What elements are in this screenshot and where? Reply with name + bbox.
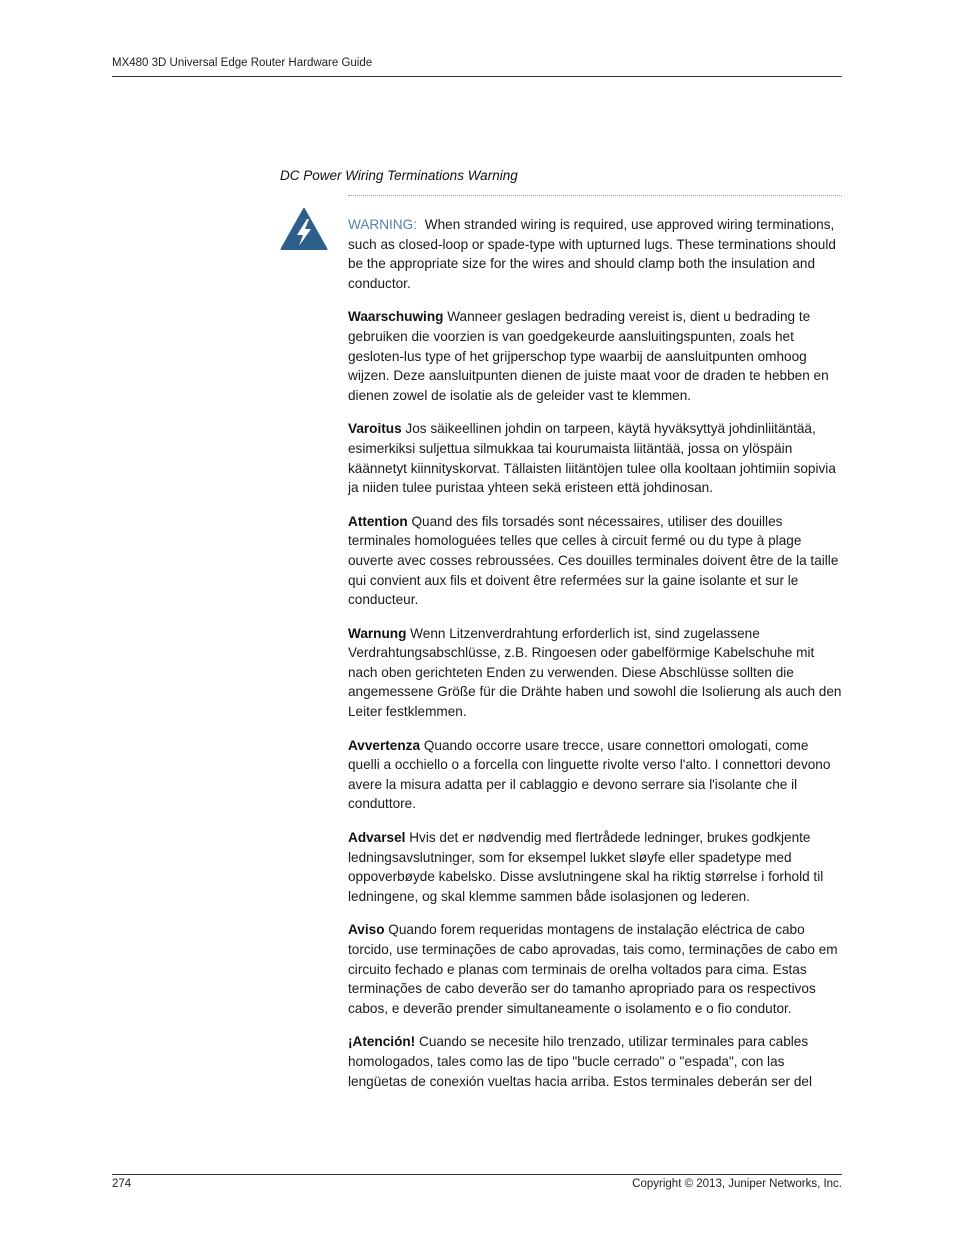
translation-italian [348, 736, 842, 814]
translation-label: Attention [348, 513, 408, 529]
translation-german [348, 624, 842, 722]
footer-divider [112, 1174, 842, 1175]
translation-portuguese [348, 920, 842, 1018]
translation-text: Quando occorre usare trecce, usare connettori omologati, come quelli a occhiello o a forcella con linguette rivolte verso l'alto. I connettori devono avere la misura adatta per il cablaggio e devono serrare sia l'isolante che il conduttore. [348, 737, 831, 812]
translation-label: Avvertenza [348, 737, 421, 753]
translation-text: Quando forem requeridas montagens de instalação eléctrica de cabo torcido, use terminações de cabo aprovadas, tais como, terminações de cabo em circuito fechado e planas com terminais de orelha voltados para cima. Estas terminações de cabo deverão ser do tamanho apropriado para os respectivos cabos, e deverão prender simultaneamente o isolamento e o fio condutor. [348, 922, 838, 1016]
translation-text: Cuando se necesite hilo trenzado, utilizar terminales para cables homologados, tales como las de tipo "bucle cerrado" o "espada", con las lengüetas de conexión vueltas hacia arriba. Estos terminales deberán ser del [348, 1034, 812, 1089]
translation-french [348, 512, 842, 610]
translation-norwegian [348, 828, 842, 906]
page-number: 274 [112, 1178, 132, 1190]
translation-text: Quand des fils torsadés sont nécessaires, utiliser des douilles terminales homologuées telles que celles à circuit fermé ou du type à plage ouverte avec cosses rebroussées. Ces douilles terminales doivent être de la taille qui convient aux fils et doivent être refermées sur la gaine isolante et sur le conducteur. [348, 513, 839, 608]
translation-label: Waarschuwing [348, 309, 444, 325]
translation-label: Warnung [348, 625, 407, 641]
translation-text: Wenn Litzenverdrahtung erforderlich ist, sind zugelassene Verdrahtungsabschlüsse, z.B. Ringoesen oder gabelförmige Kabelschuhe mit nach oben gerichteten Enden zu verwenden. Diese Abschlüsse sollten die angemessene Größe für die Drähte haben und sowohl die Isolierung als auch den Leiter festklemmen. [348, 625, 842, 720]
header-divider [112, 76, 842, 77]
translation-spanish [348, 1032, 842, 1091]
warning-triangle-lightning-icon [280, 207, 328, 251]
warning-body [348, 215, 842, 1108]
section-title: DC Power Wiring Terminations Warning [280, 168, 518, 183]
warning-label: WARNING: [348, 217, 417, 232]
translation-label: ¡Atención! [348, 1034, 416, 1050]
translation-dutch [348, 307, 842, 405]
translation-label: Varoitus [348, 421, 402, 437]
copyright-notice: Copyright © 2013, Juniper Networks, Inc. [632, 1178, 842, 1190]
translation-label: Aviso [348, 922, 385, 938]
warning-paragraph [348, 215, 842, 293]
translation-text: Wanneer geslagen bedrading vereist is, dient u bedrading te gebruiken die voorzien is van goedgekeurde aansluitingspunten, zoals het gesloten-lus type of het grijperschop type waarbij de aansluitpunten omhoog wijzen. Deze aansluitpunten dienen de juiste maat voor de draden te hebben en dienen zowel de isolatie als de geleider vast te klemmen. [348, 309, 829, 403]
translation-label: Advarsel [348, 830, 406, 846]
translation-text: Jos säikeellinen johdin on tarpeen, käytä hyväksyttyä johdinliitäntää, esimerkiksi suljettua silmukkaa tai kourumaista liitäntää, jossa on ylöspäin käännetyt kiinnityskorvat. Tällaisten liitäntöjen tulee olla kooltaan johtimiin sopivia ja niiden tulee puristaa yhteen sekä eristeen että johdinosan. [348, 421, 836, 496]
section-divider [348, 195, 842, 196]
translation-finnish [348, 419, 842, 497]
translation-text: Hvis det er nødvendig med flertrådede ledninger, brukes godkjente ledningsavslutninger, som for eksempel lukket sløyfe eller spadetype med oppoverbøyde kabelsko. Disse avslutningene skal ha riktig størrelse i forhold til ledningene, og skal klemme sammen både isolasjonen og lederen. [348, 830, 824, 904]
warning-text: When stranded wiring is required, use approved wiring terminations, such as closed-loop or spade-type with upturned lugs. These terminations should be the appropriate size for the wires and should clamp both the insulation and conductor. [348, 217, 836, 291]
running-header: MX480 3D Universal Edge Router Hardware Guide [112, 57, 373, 69]
